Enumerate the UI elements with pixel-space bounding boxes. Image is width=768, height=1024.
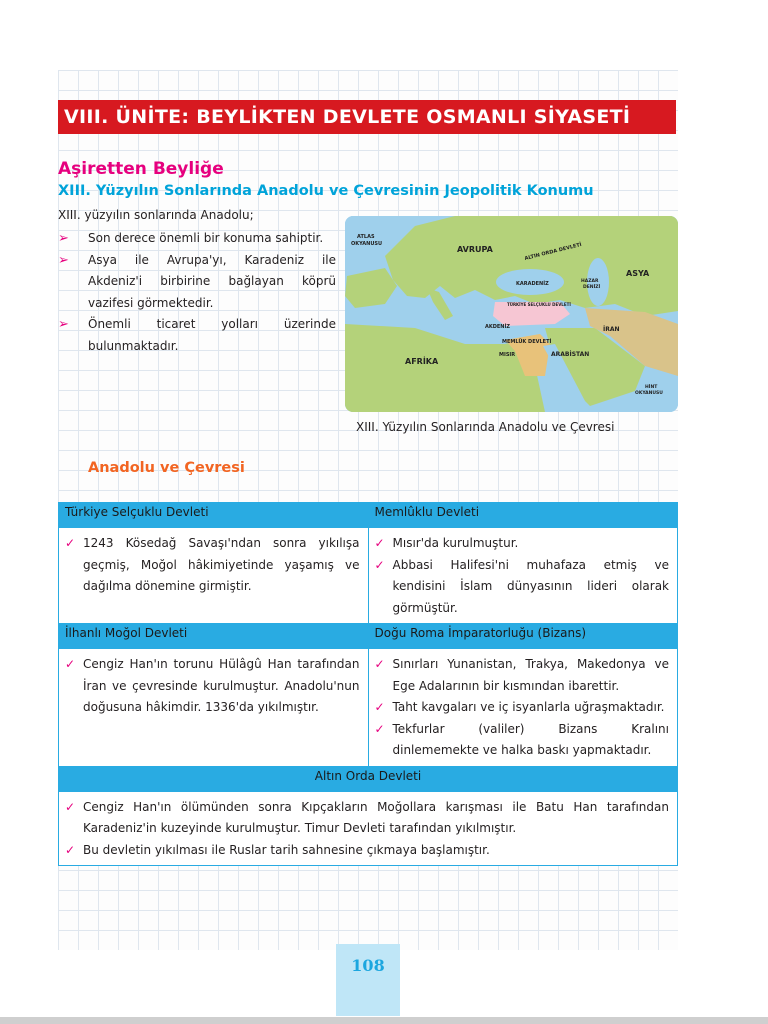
check-icon: ✓ [374, 721, 385, 736]
states-table [58, 502, 678, 866]
memluklu-cell [368, 528, 678, 624]
list-item [65, 840, 669, 862]
item-text: Cengiz Han'ın torunu Hülâgû Han tarafından İran ve çevresinde kurulmuştur. Anadolu'nun doğusuna hâkimdir. 1336'da yıkılmıştır. [83, 657, 360, 714]
altin-orda-header: Altın Orda Devleti [59, 766, 678, 791]
item-text: Mısır'da kurulmuştur. [392, 536, 519, 550]
intro-text: XIII. yüzyılın sonlarında Anadolu; [58, 208, 254, 222]
selcuklu-header: Türkiye Selçuklu Devleti [59, 503, 369, 528]
map-label-memluk: MEMLÜK DEVLETİ [502, 339, 552, 345]
ilhanli-header: İlhanlı Moğol Devleti [59, 624, 369, 649]
list-item [65, 533, 360, 598]
page-number: 108 [351, 956, 385, 975]
map-label-atlas: ATLAS [357, 234, 375, 240]
subsection-title: XIII. Yüzyılın Sonlarında Anadolu ve Çevresinin Jeopolitik Konumu [58, 183, 594, 199]
item-text: Bu devletin yıkılması ile Ruslar tarih sahnesine çıkmaya başlamıştır. [83, 842, 490, 857]
altin-orda-cell [59, 791, 678, 866]
item-text: Abbasi Halifesi'ni muhafaza etmiş ve kendisini İslam dünyasının lideri olarak görmüştür. [392, 557, 669, 615]
unit-title: VIII. ÜNİTE: BEYLİKTEN DEVLETE OSMANLI SİYASETİ [58, 100, 676, 134]
item-text: Cengiz Han'ın ölümünden sonra Kıpçakların Moğollara karışması ile Batu Han tarafından Karadeniz'in kuzeyinde kurulmuştur. Timur Devleti tarafından yıkılmıştır. [83, 799, 669, 835]
selcuklu-cell [59, 528, 369, 624]
map-label-asya: ASYA [626, 269, 650, 278]
map-label-afrika: AFRİKA [405, 357, 439, 366]
map-label-selcuk: TÜRKİYE SELÇUKLU DEVLETİ [507, 302, 571, 307]
check-icon: ✓ [374, 700, 385, 714]
bullet-list [58, 228, 336, 357]
map-label-akdeniz: AKDENİZ [485, 324, 510, 330]
check-icon: ✓ [65, 657, 76, 671]
check-icon: ✓ [374, 536, 385, 550]
map-label-karadeniz: KARADENİZ [516, 281, 549, 287]
bullet-text: Önemli ticaret yolları üzerinde bulunmaktadır. [88, 317, 336, 353]
list-item [375, 533, 670, 555]
check-icon: ✓ [65, 799, 76, 814]
map-label-hazar: DENİZİ [583, 285, 601, 290]
map-label-altin_orda: ALTIN ORDA DEVLETİ [524, 241, 583, 262]
check-icon: ✓ [65, 842, 76, 857]
list-item [65, 654, 360, 719]
map-label-iran: İRAN [603, 326, 620, 333]
map-label-atlas: OKYANUSU [351, 241, 383, 247]
item-text: 1243 Kösedağ Savaşı'ndan sonra yıkılışa geçmiş, Moğol hâkimiyetinde yaşamış ve dağılma dönemine girmiştir. [83, 536, 360, 593]
list-item [375, 555, 670, 620]
list-item [65, 797, 669, 840]
map-label-hint: OKYANUSU [635, 391, 663, 396]
bizans-cell [368, 649, 678, 767]
check-icon: ✓ [374, 657, 385, 671]
list-item [375, 654, 670, 697]
list-item [58, 250, 336, 315]
check-icon: ✓ [65, 536, 76, 550]
map-label-arabistan: ARABİSTAN [551, 351, 590, 358]
bizans-header: Doğu Roma İmparatorluğu (Bizans) [368, 624, 678, 649]
arrow-icon: ➢ [58, 252, 69, 268]
item-text: Tekfurlar (valiler) Bizans Kralını dinlememekte ve halka baskı yapmaktadır. [392, 721, 669, 757]
arrow-icon: ➢ [58, 231, 69, 246]
ilhanli-cell [59, 649, 369, 767]
map-label-hint: HİNT [645, 385, 658, 390]
map-label-avrupa: AVRUPA [457, 245, 493, 254]
item-text: Taht kavgaları ve iç isyanlarla uğraşmaktadır. [392, 700, 665, 714]
map-image [345, 216, 678, 412]
bullet-text: Son derece önemli bir konuma sahiptir. [88, 231, 324, 245]
memluklu-header: Memlûklu Devleti [368, 503, 678, 528]
map-caption: XIII. Yüzyılın Sonlarında Anadolu ve Çevresi [356, 420, 615, 434]
map-label-misir: MISIR [499, 352, 516, 358]
section-title: Aşiretten Beyliğe [58, 159, 224, 179]
bullet-text: Asya ile Avrupa'yı, Karadeniz ile Akdeniz'i birbirine bağlayan köprü vazifesi görmektedir. [88, 252, 336, 310]
page-tab [336, 944, 400, 1016]
arrow-icon: ➢ [58, 317, 69, 332]
map-label-hazar: HAZAR [581, 279, 599, 284]
list-item [375, 697, 670, 719]
list-item [58, 314, 336, 357]
bottom-divider [0, 1017, 768, 1024]
item-text: Sınırları Yunanistan, Trakya, Makedonya ve Ege Adalarının bir kısmından ibarettir. [392, 657, 669, 693]
map-drawing [345, 216, 678, 412]
anadolu-heading: Anadolu ve Çevresi [88, 460, 245, 476]
list-item [375, 719, 670, 762]
check-icon: ✓ [374, 557, 385, 572]
list-item [58, 228, 336, 250]
